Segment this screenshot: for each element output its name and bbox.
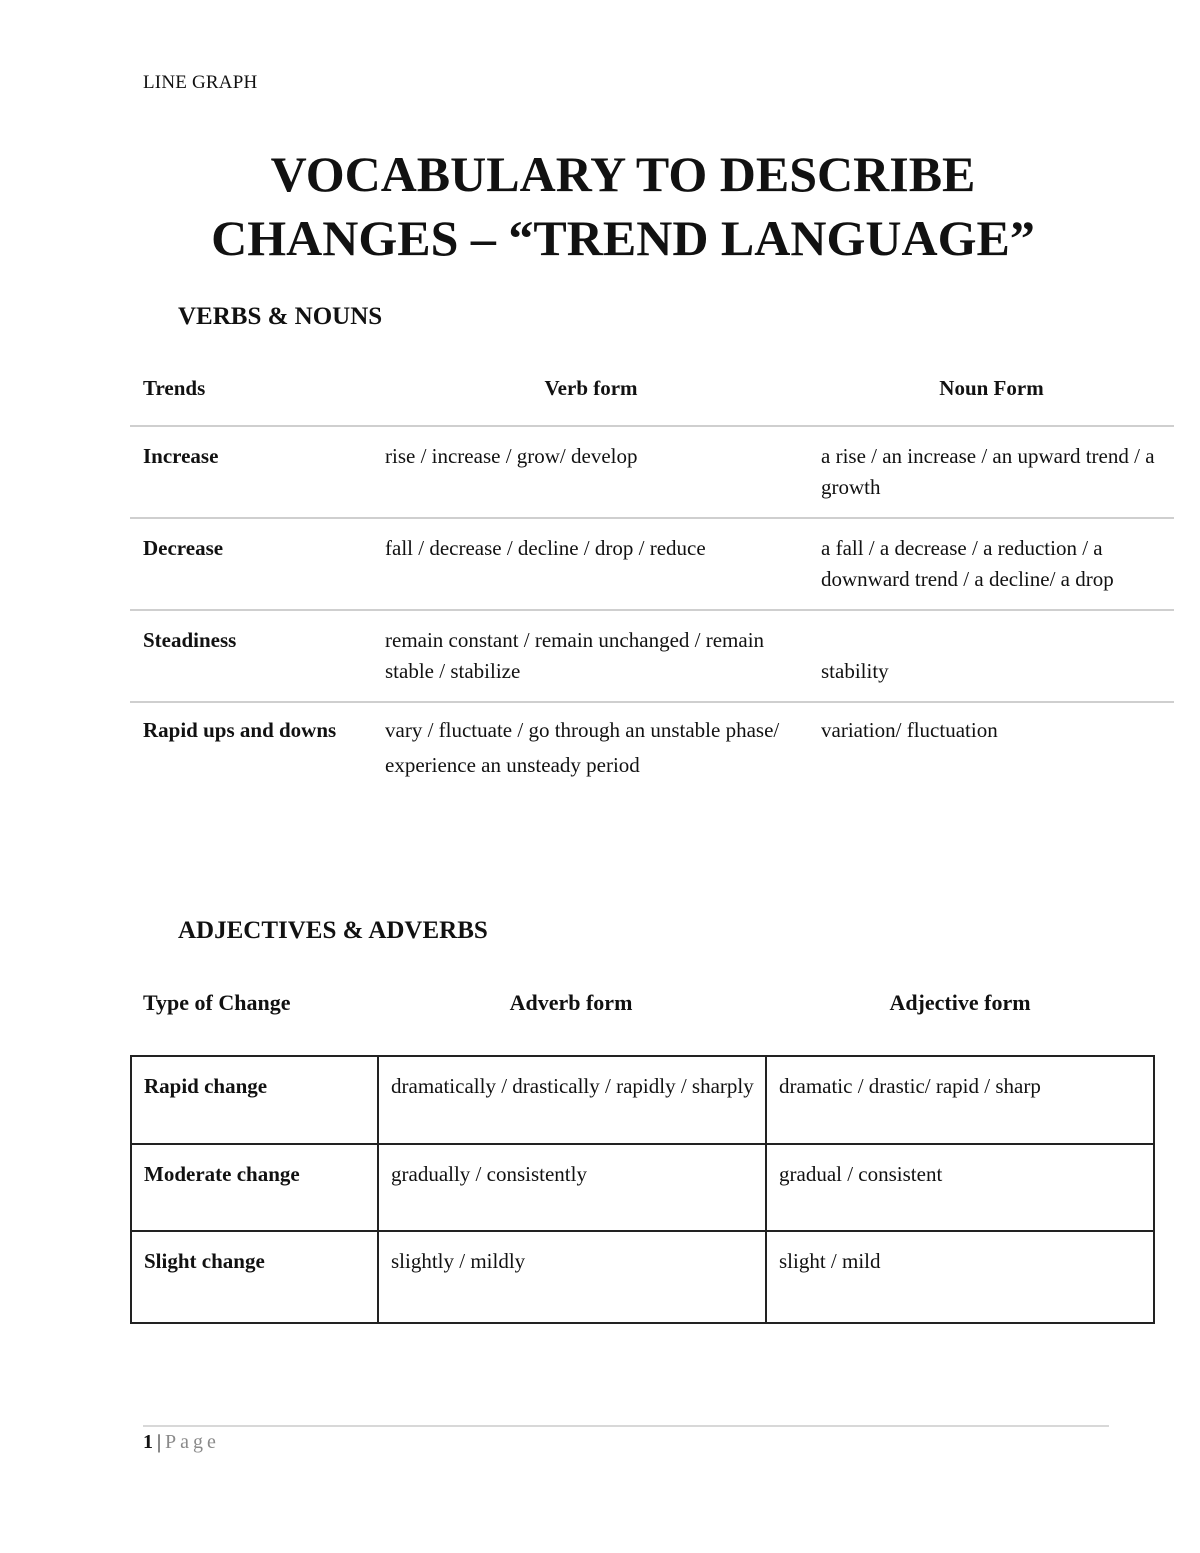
verbs-nouns-table [130,372,1174,797]
table-row [130,518,1174,610]
table-row [131,1056,1154,1144]
column-header-type-of-change: Type of Change [143,990,291,1015]
change-type-cell: Moderate change [131,1144,378,1231]
adjective-cell: gradual / consistent [766,1144,1154,1231]
page-footer [143,1431,220,1454]
title-line-1: VOCABULARY TO DESCRIBE [270,146,976,202]
verb-cell: vary / fluctuate / go through an unstable phase/ experience an unsteady period [385,718,780,777]
column-header-adjective-form: Adjective form [889,990,1031,1015]
adverb-cell: dramatically / drastically / rapidly / sharply [378,1056,766,1144]
footer-separator: | [157,1431,162,1453]
trend-cell: Rapid ups and downs [143,718,337,742]
column-header-noun-form: Noun Form [809,372,1174,426]
adjective-cell: dramatic / drastic/ rapid / sharp [766,1056,1154,1144]
column-header-verb-form: Verb form [373,372,809,426]
verb-cell: fall / decrease / decline / drop / reduce [373,518,809,610]
change-type-cell: Slight change [131,1231,378,1323]
column-header-adverb-form: Adverb form [509,990,633,1015]
table-row [130,610,1174,702]
table-row [130,702,1174,797]
page-number: 1 [143,1431,153,1453]
noun-cell: variation/ fluctuation [821,718,998,742]
page-title [100,142,1146,270]
adverb-cell: slightly / mildly [378,1231,766,1323]
table-row [131,1144,1154,1231]
noun-cell: stability [809,610,1174,702]
noun-cell: a fall / a decrease / a reduction / a downward trend / a decline/ a drop [809,518,1174,610]
verb-cell: rise / increase / grow/ develop [373,426,809,518]
page-header: LINE GRAPH [143,72,258,93]
verb-cell: remain constant / remain unchanged / remain stable / stabilize [373,610,809,702]
trend-cell: Decrease [130,518,373,610]
table-row [131,1231,1154,1323]
noun-cell: a rise / an increase / an upward trend / a growth [809,426,1174,518]
adverb-cell: gradually / consistently [378,1144,766,1231]
page-label: Page [165,1431,220,1453]
column-header-trends: Trends [130,372,373,426]
table-row [130,426,1174,518]
trend-cell: Steadiness [130,610,373,702]
adjectives-adverbs-table [130,1055,1155,1324]
title-line-2: CHANGES – “TREND LANGUAGE” [211,210,1035,266]
footer-divider [143,1425,1109,1427]
section-heading-verbs-nouns: VERBS & NOUNS [178,303,383,330]
adjective-cell: slight / mild [766,1231,1154,1323]
trend-cell: Increase [130,426,373,518]
section-heading-adjectives-adverbs: ADJECTIVES & ADVERBS [178,917,488,944]
table-header-row [130,372,1174,426]
change-type-cell: Rapid change [131,1056,378,1144]
